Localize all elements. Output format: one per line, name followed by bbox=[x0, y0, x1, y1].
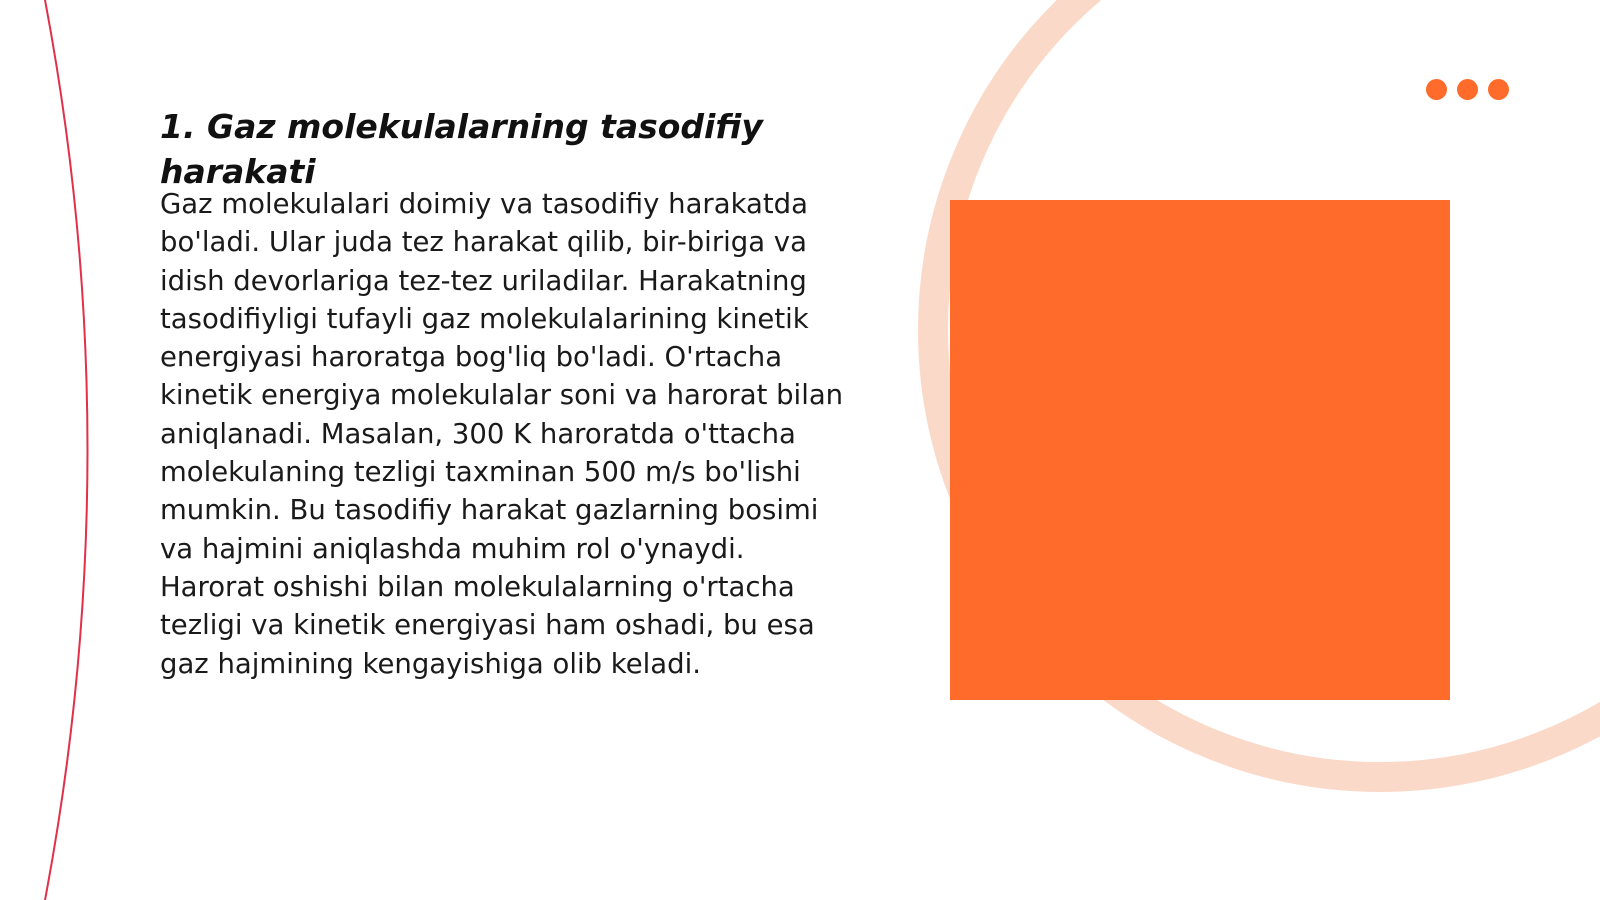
dot-icon bbox=[1488, 79, 1509, 100]
dot-icon bbox=[1426, 79, 1447, 100]
more-options-dots bbox=[1426, 79, 1509, 100]
dot-icon bbox=[1457, 79, 1478, 100]
decorative-left-curve bbox=[45, 0, 88, 900]
slide-body-text: Gaz molekulalari doimiy va tasodifiy harakatda bo'ladi. Ular juda tez harakat qilib, bir-biriga va idish devorlariga tez-tez uriladilar. Harakatning tasodifiyligi tufayli gaz molekulalarining kinetik energiyasi haroratga bog'liq bo'ladi. O'rtacha kinetik energiya molekulalar soni va harorat bilan aniqlanadi. Masalan, 300 K haroratda o'ttacha molekulaning tezligi taxminan 500 m/s bo'lishi mumkin. Bu tasodifiy harakat gazlarning bosimi va hajmini aniqlashda muhim rol o'ynaydi. Harorat oshishi bilan molekulalarning o'rtacha tezligi va kinetik energiyasi ham oshadi, bu esa gaz hajmining kengayishiga olib keladi. bbox=[160, 188, 844, 680]
slide-title: 1. Gaz molekulalarning tasodifiy harakati bbox=[160, 107, 763, 191]
orange-image-placeholder bbox=[950, 200, 1450, 700]
